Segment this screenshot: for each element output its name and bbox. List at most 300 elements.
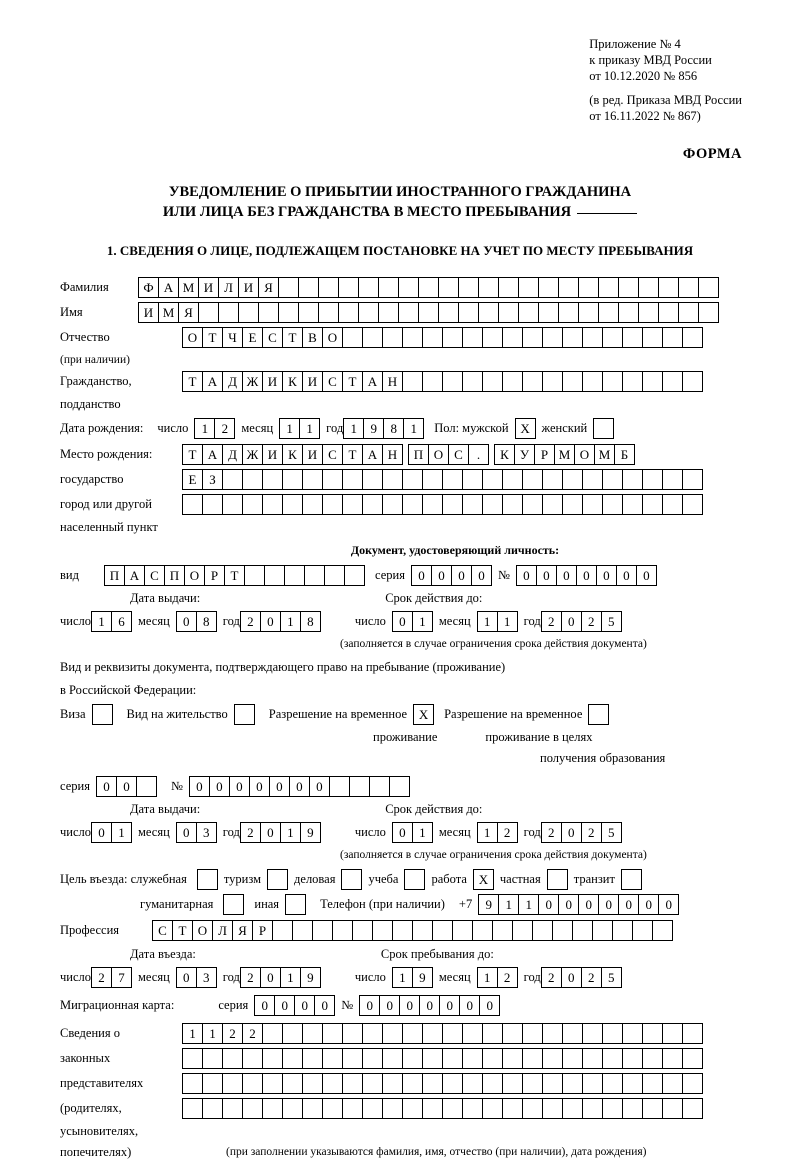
form-cell[interactable]: З xyxy=(202,469,223,490)
form-cell[interactable] xyxy=(662,371,683,392)
form-cell[interactable]: Н xyxy=(382,371,403,392)
form-cell[interactable] xyxy=(302,1073,323,1094)
form-cell[interactable]: И xyxy=(138,302,159,323)
form-cell[interactable] xyxy=(482,327,503,348)
form-cell[interactable]: 0 xyxy=(249,776,270,797)
form-cell[interactable]: 0 xyxy=(260,611,281,632)
form-cell[interactable] xyxy=(422,371,443,392)
form-cell[interactable] xyxy=(422,1023,443,1044)
form-cell[interactable]: О xyxy=(428,444,449,465)
form-cell[interactable]: Н xyxy=(382,444,403,465)
form-cell[interactable]: 2 xyxy=(541,611,562,632)
form-cell[interactable] xyxy=(242,1098,263,1119)
form-cell[interactable]: 0 xyxy=(596,565,617,586)
form-cell[interactable] xyxy=(342,1073,363,1094)
form-cell[interactable] xyxy=(462,1023,483,1044)
form-cell[interactable]: 1 xyxy=(477,611,498,632)
form-cell[interactable] xyxy=(462,327,483,348)
birth-day-input[interactable] xyxy=(194,418,235,439)
form-cell[interactable] xyxy=(352,920,373,941)
permit-issue-month-input[interactable] xyxy=(176,822,217,843)
form-cell[interactable] xyxy=(262,1098,283,1119)
surname-input[interactable] xyxy=(138,277,719,298)
form-cell[interactable] xyxy=(622,494,643,515)
form-cell[interactable]: 0 xyxy=(419,995,440,1016)
form-cell[interactable] xyxy=(532,920,553,941)
form-cell[interactable] xyxy=(342,1098,363,1119)
purpose-service-checkbox[interactable] xyxy=(197,869,218,890)
form-cell[interactable] xyxy=(572,920,593,941)
form-cell[interactable] xyxy=(412,920,433,941)
form-cell[interactable] xyxy=(602,469,623,490)
permit-valid-day-input[interactable] xyxy=(392,822,433,843)
form-cell[interactable] xyxy=(518,277,539,298)
legal-rep-input-row4[interactable] xyxy=(182,1098,703,1119)
form-cell[interactable]: 0 xyxy=(176,822,197,843)
residence-checkbox[interactable] xyxy=(234,704,255,725)
birth-year-input[interactable] xyxy=(343,418,424,439)
form-cell[interactable] xyxy=(642,371,663,392)
form-cell[interactable]: М xyxy=(554,444,575,465)
form-cell[interactable] xyxy=(582,1048,603,1069)
form-cell[interactable] xyxy=(282,1098,303,1119)
form-cell[interactable] xyxy=(622,327,643,348)
form-cell[interactable] xyxy=(318,302,339,323)
form-cell[interactable] xyxy=(222,1048,243,1069)
form-cell[interactable]: 5 xyxy=(601,611,622,632)
form-cell[interactable] xyxy=(598,277,619,298)
migration-series-input[interactable] xyxy=(254,995,335,1016)
form-cell[interactable] xyxy=(398,277,419,298)
form-cell[interactable] xyxy=(382,327,403,348)
form-cell[interactable] xyxy=(638,277,659,298)
form-cell[interactable]: 0 xyxy=(558,894,579,915)
form-cell[interactable]: О xyxy=(574,444,595,465)
form-cell[interactable] xyxy=(262,469,283,490)
form-cell[interactable]: 1 xyxy=(518,894,539,915)
form-cell[interactable]: П xyxy=(164,565,185,586)
form-cell[interactable]: 1 xyxy=(280,967,301,988)
form-cell[interactable]: М xyxy=(158,302,179,323)
form-cell[interactable]: Т xyxy=(282,327,303,348)
form-cell[interactable]: 0 xyxy=(561,822,582,843)
form-cell[interactable] xyxy=(542,494,563,515)
citizenship-input[interactable] xyxy=(182,371,703,392)
migration-number-input[interactable] xyxy=(359,995,500,1016)
form-cell[interactable] xyxy=(662,327,683,348)
form-cell[interactable]: У xyxy=(514,444,535,465)
form-cell[interactable]: О xyxy=(182,327,203,348)
form-cell[interactable] xyxy=(362,1048,383,1069)
entry-month-input[interactable] xyxy=(176,967,217,988)
form-cell[interactable]: 0 xyxy=(556,565,577,586)
form-cell[interactable] xyxy=(342,1023,363,1044)
form-cell[interactable] xyxy=(642,1023,663,1044)
form-cell[interactable]: С xyxy=(152,920,173,941)
form-cell[interactable] xyxy=(642,1073,663,1094)
doc-issue-year-input[interactable] xyxy=(240,611,321,632)
form-cell[interactable] xyxy=(502,327,523,348)
form-cell[interactable] xyxy=(512,920,533,941)
form-cell[interactable] xyxy=(652,920,673,941)
form-cell[interactable] xyxy=(582,327,603,348)
form-cell[interactable]: 2 xyxy=(214,418,235,439)
form-cell[interactable] xyxy=(202,1048,223,1069)
form-cell[interactable]: С xyxy=(262,327,283,348)
form-cell[interactable] xyxy=(462,1048,483,1069)
form-cell[interactable] xyxy=(682,469,703,490)
purpose-humanitarian-checkbox[interactable] xyxy=(223,894,244,915)
sex-male-checkbox[interactable]: X xyxy=(515,418,536,439)
form-cell[interactable] xyxy=(562,1023,583,1044)
form-cell[interactable] xyxy=(492,920,513,941)
form-cell[interactable] xyxy=(598,302,619,323)
form-cell[interactable] xyxy=(272,920,293,941)
form-cell[interactable] xyxy=(678,302,699,323)
form-cell[interactable] xyxy=(522,494,543,515)
form-cell[interactable]: 2 xyxy=(541,822,562,843)
form-cell[interactable]: 2 xyxy=(581,967,602,988)
form-cell[interactable]: 0 xyxy=(392,611,413,632)
form-cell[interactable] xyxy=(338,277,359,298)
edu-residence-checkbox[interactable] xyxy=(588,704,609,725)
form-cell[interactable] xyxy=(682,327,703,348)
form-cell[interactable]: 3 xyxy=(196,967,217,988)
form-cell[interactable] xyxy=(382,1073,403,1094)
form-cell[interactable] xyxy=(389,776,410,797)
purpose-tourism-checkbox[interactable] xyxy=(267,869,288,890)
doc-type-input[interactable] xyxy=(104,565,365,586)
birth-month-input[interactable] xyxy=(279,418,320,439)
form-cell[interactable] xyxy=(382,1023,403,1044)
form-cell[interactable] xyxy=(502,1023,523,1044)
form-cell[interactable]: Ч xyxy=(222,327,243,348)
purpose-private-checkbox[interactable] xyxy=(547,869,568,890)
form-cell[interactable] xyxy=(678,277,699,298)
form-cell[interactable]: 0 xyxy=(578,894,599,915)
form-cell[interactable] xyxy=(562,327,583,348)
form-cell[interactable]: 0 xyxy=(576,565,597,586)
form-cell[interactable] xyxy=(682,1098,703,1119)
form-cell[interactable] xyxy=(522,1048,543,1069)
form-cell[interactable] xyxy=(182,1073,203,1094)
form-cell[interactable] xyxy=(582,469,603,490)
form-cell[interactable] xyxy=(452,920,473,941)
form-cell[interactable] xyxy=(618,302,639,323)
form-cell[interactable] xyxy=(502,371,523,392)
form-cell[interactable] xyxy=(202,1098,223,1119)
form-cell[interactable]: 1 xyxy=(299,418,320,439)
form-cell[interactable] xyxy=(402,494,423,515)
form-cell[interactable]: 0 xyxy=(359,995,380,1016)
form-cell[interactable] xyxy=(382,469,403,490)
form-cell[interactable]: 2 xyxy=(541,967,562,988)
form-cell[interactable] xyxy=(258,302,279,323)
phone-input[interactable] xyxy=(478,894,679,915)
form-cell[interactable] xyxy=(502,1073,523,1094)
form-cell[interactable] xyxy=(358,277,379,298)
form-cell[interactable] xyxy=(482,469,503,490)
doc-valid-month-input[interactable] xyxy=(477,611,518,632)
form-cell[interactable]: 0 xyxy=(116,776,137,797)
form-cell[interactable] xyxy=(202,1073,223,1094)
birthplace-input-row1[interactable] xyxy=(182,444,635,465)
form-cell[interactable]: 0 xyxy=(536,565,557,586)
form-cell[interactable] xyxy=(362,1023,383,1044)
form-cell[interactable] xyxy=(482,1023,503,1044)
form-cell[interactable] xyxy=(462,494,483,515)
form-cell[interactable] xyxy=(498,302,519,323)
form-cell[interactable] xyxy=(658,302,679,323)
form-cell[interactable]: М xyxy=(178,277,199,298)
form-cell[interactable]: А xyxy=(158,277,179,298)
form-cell[interactable]: А xyxy=(362,444,383,465)
form-cell[interactable]: Я xyxy=(258,277,279,298)
form-cell[interactable] xyxy=(318,277,339,298)
form-cell[interactable]: 0 xyxy=(294,995,315,1016)
form-cell[interactable]: 6 xyxy=(111,611,132,632)
form-cell[interactable]: 1 xyxy=(403,418,424,439)
form-cell[interactable] xyxy=(558,302,579,323)
form-cell[interactable] xyxy=(222,1073,243,1094)
form-cell[interactable]: И xyxy=(262,444,283,465)
form-cell[interactable]: С xyxy=(448,444,469,465)
form-cell[interactable] xyxy=(302,469,323,490)
form-cell[interactable] xyxy=(244,565,265,586)
form-cell[interactable]: Б xyxy=(614,444,635,465)
form-cell[interactable]: 0 xyxy=(561,611,582,632)
form-cell[interactable] xyxy=(342,327,363,348)
form-cell[interactable] xyxy=(329,776,350,797)
form-cell[interactable]: 0 xyxy=(658,894,679,915)
form-cell[interactable] xyxy=(542,1073,563,1094)
doc-series-input[interactable] xyxy=(411,565,492,586)
form-cell[interactable] xyxy=(562,1073,583,1094)
form-cell[interactable] xyxy=(558,277,579,298)
form-cell[interactable] xyxy=(482,494,503,515)
form-cell[interactable] xyxy=(642,469,663,490)
form-cell[interactable]: 1 xyxy=(91,611,112,632)
sex-female-checkbox[interactable] xyxy=(593,418,614,439)
name-input[interactable] xyxy=(138,302,719,323)
form-cell[interactable]: И xyxy=(198,277,219,298)
form-cell[interactable] xyxy=(349,776,370,797)
form-cell[interactable] xyxy=(302,1023,323,1044)
form-cell[interactable]: К xyxy=(494,444,515,465)
form-cell[interactable]: К xyxy=(282,444,303,465)
form-cell[interactable] xyxy=(478,277,499,298)
form-cell[interactable] xyxy=(502,1098,523,1119)
form-cell[interactable] xyxy=(422,327,443,348)
form-cell[interactable] xyxy=(522,1073,543,1094)
form-cell[interactable] xyxy=(322,1023,343,1044)
form-cell[interactable] xyxy=(522,371,543,392)
form-cell[interactable]: Я xyxy=(178,302,199,323)
form-cell[interactable] xyxy=(658,277,679,298)
form-cell[interactable]: 3 xyxy=(196,822,217,843)
form-cell[interactable]: 0 xyxy=(451,565,472,586)
purpose-business-checkbox[interactable] xyxy=(341,869,362,890)
patronymic-input[interactable] xyxy=(182,327,703,348)
form-cell[interactable] xyxy=(662,1023,683,1044)
form-cell[interactable] xyxy=(322,1048,343,1069)
form-cell[interactable]: 0 xyxy=(471,565,492,586)
form-cell[interactable] xyxy=(582,494,603,515)
form-cell[interactable]: 0 xyxy=(209,776,230,797)
form-cell[interactable]: 0 xyxy=(269,776,290,797)
form-cell[interactable] xyxy=(378,277,399,298)
form-cell[interactable] xyxy=(278,277,299,298)
form-cell[interactable]: 0 xyxy=(392,822,413,843)
form-cell[interactable]: 0 xyxy=(638,894,659,915)
form-cell[interactable] xyxy=(418,277,439,298)
form-cell[interactable]: Е xyxy=(242,327,263,348)
form-cell[interactable]: 1 xyxy=(279,418,300,439)
form-cell[interactable]: 7 xyxy=(111,967,132,988)
form-cell[interactable] xyxy=(482,1098,503,1119)
form-cell[interactable] xyxy=(602,327,623,348)
form-cell[interactable]: 9 xyxy=(412,967,433,988)
form-cell[interactable]: А xyxy=(362,371,383,392)
form-cell[interactable] xyxy=(302,1048,323,1069)
form-cell[interactable] xyxy=(542,469,563,490)
form-cell[interactable]: 0 xyxy=(260,822,281,843)
birthplace-input-row3[interactable] xyxy=(182,494,703,515)
form-cell[interactable]: О xyxy=(192,920,213,941)
form-cell[interactable] xyxy=(478,302,499,323)
doc-valid-day-input[interactable] xyxy=(392,611,433,632)
form-cell[interactable]: . xyxy=(468,444,489,465)
legal-rep-input-row2[interactable] xyxy=(182,1048,703,1069)
form-cell[interactable] xyxy=(622,1048,643,1069)
form-cell[interactable]: 0 xyxy=(431,565,452,586)
form-cell[interactable]: 0 xyxy=(260,967,281,988)
form-cell[interactable]: 1 xyxy=(280,611,301,632)
form-cell[interactable] xyxy=(442,327,463,348)
form-cell[interactable] xyxy=(582,371,603,392)
form-cell[interactable] xyxy=(338,302,359,323)
form-cell[interactable]: 5 xyxy=(601,967,622,988)
form-cell[interactable] xyxy=(304,565,325,586)
form-cell[interactable] xyxy=(602,1073,623,1094)
form-cell[interactable] xyxy=(642,1098,663,1119)
doc-number-input[interactable] xyxy=(516,565,657,586)
form-cell[interactable]: 2 xyxy=(240,967,261,988)
form-cell[interactable]: 9 xyxy=(478,894,499,915)
form-cell[interactable]: А xyxy=(124,565,145,586)
form-cell[interactable]: 1 xyxy=(412,611,433,632)
form-cell[interactable] xyxy=(462,1098,483,1119)
form-cell[interactable]: Д xyxy=(222,444,243,465)
form-cell[interactable] xyxy=(422,1073,443,1094)
permit-series-input[interactable] xyxy=(96,776,157,797)
form-cell[interactable] xyxy=(332,920,353,941)
form-cell[interactable] xyxy=(182,1098,203,1119)
form-cell[interactable] xyxy=(342,469,363,490)
form-cell[interactable] xyxy=(242,1073,263,1094)
form-cell[interactable] xyxy=(642,1048,663,1069)
form-cell[interactable]: И xyxy=(302,444,323,465)
form-cell[interactable] xyxy=(392,920,413,941)
form-cell[interactable]: 0 xyxy=(411,565,432,586)
form-cell[interactable]: 2 xyxy=(240,611,261,632)
form-cell[interactable] xyxy=(438,302,459,323)
form-cell[interactable] xyxy=(632,920,653,941)
form-cell[interactable] xyxy=(578,277,599,298)
form-cell[interactable] xyxy=(222,1098,243,1119)
form-cell[interactable]: Т xyxy=(224,565,245,586)
form-cell[interactable]: 1 xyxy=(477,967,498,988)
form-cell[interactable] xyxy=(612,920,633,941)
form-cell[interactable]: И xyxy=(238,277,259,298)
form-cell[interactable] xyxy=(578,302,599,323)
form-cell[interactable]: Я xyxy=(232,920,253,941)
form-cell[interactable]: Т xyxy=(342,444,363,465)
purpose-study-checkbox[interactable] xyxy=(404,869,425,890)
form-cell[interactable]: 0 xyxy=(274,995,295,1016)
form-cell[interactable] xyxy=(282,1023,303,1044)
form-cell[interactable]: И xyxy=(262,371,283,392)
form-cell[interactable] xyxy=(542,371,563,392)
form-cell[interactable]: 1 xyxy=(412,822,433,843)
form-cell[interactable]: Т xyxy=(202,327,223,348)
form-cell[interactable]: 1 xyxy=(202,1023,223,1044)
form-cell[interactable] xyxy=(238,302,259,323)
purpose-work-checkbox[interactable]: X xyxy=(473,869,494,890)
form-cell[interactable]: Т xyxy=(172,920,193,941)
form-cell[interactable] xyxy=(302,1098,323,1119)
visa-checkbox[interactable] xyxy=(92,704,113,725)
form-cell[interactable]: 1 xyxy=(280,822,301,843)
form-cell[interactable]: Т xyxy=(182,371,203,392)
form-cell[interactable]: А xyxy=(202,444,223,465)
form-cell[interactable] xyxy=(322,494,343,515)
form-cell[interactable]: С xyxy=(322,371,343,392)
form-cell[interactable]: 0 xyxy=(176,611,197,632)
form-cell[interactable]: 8 xyxy=(196,611,217,632)
form-cell[interactable]: 1 xyxy=(343,418,364,439)
form-cell[interactable] xyxy=(442,1073,463,1094)
form-cell[interactable] xyxy=(422,469,443,490)
form-cell[interactable]: 0 xyxy=(91,822,112,843)
form-cell[interactable] xyxy=(302,494,323,515)
form-cell[interactable] xyxy=(502,494,523,515)
profession-input[interactable] xyxy=(152,920,673,941)
form-cell[interactable] xyxy=(642,327,663,348)
form-cell[interactable] xyxy=(322,1073,343,1094)
form-cell[interactable]: 2 xyxy=(240,822,261,843)
form-cell[interactable]: 2 xyxy=(581,822,602,843)
form-cell[interactable] xyxy=(422,1048,443,1069)
form-cell[interactable] xyxy=(382,1048,403,1069)
form-cell[interactable] xyxy=(502,469,523,490)
doc-valid-year-input[interactable] xyxy=(541,611,622,632)
form-cell[interactable] xyxy=(322,469,343,490)
form-cell[interactable]: Р xyxy=(204,565,225,586)
form-cell[interactable] xyxy=(398,302,419,323)
form-cell[interactable]: И xyxy=(302,371,323,392)
form-cell[interactable] xyxy=(622,371,643,392)
form-cell[interactable] xyxy=(382,494,403,515)
form-cell[interactable] xyxy=(202,494,223,515)
form-cell[interactable]: Ф xyxy=(138,277,159,298)
form-cell[interactable] xyxy=(682,494,703,515)
form-cell[interactable] xyxy=(602,494,623,515)
form-cell[interactable] xyxy=(442,1023,463,1044)
form-cell[interactable] xyxy=(402,1023,423,1044)
form-cell[interactable] xyxy=(322,1098,343,1119)
form-cell[interactable] xyxy=(662,1048,683,1069)
